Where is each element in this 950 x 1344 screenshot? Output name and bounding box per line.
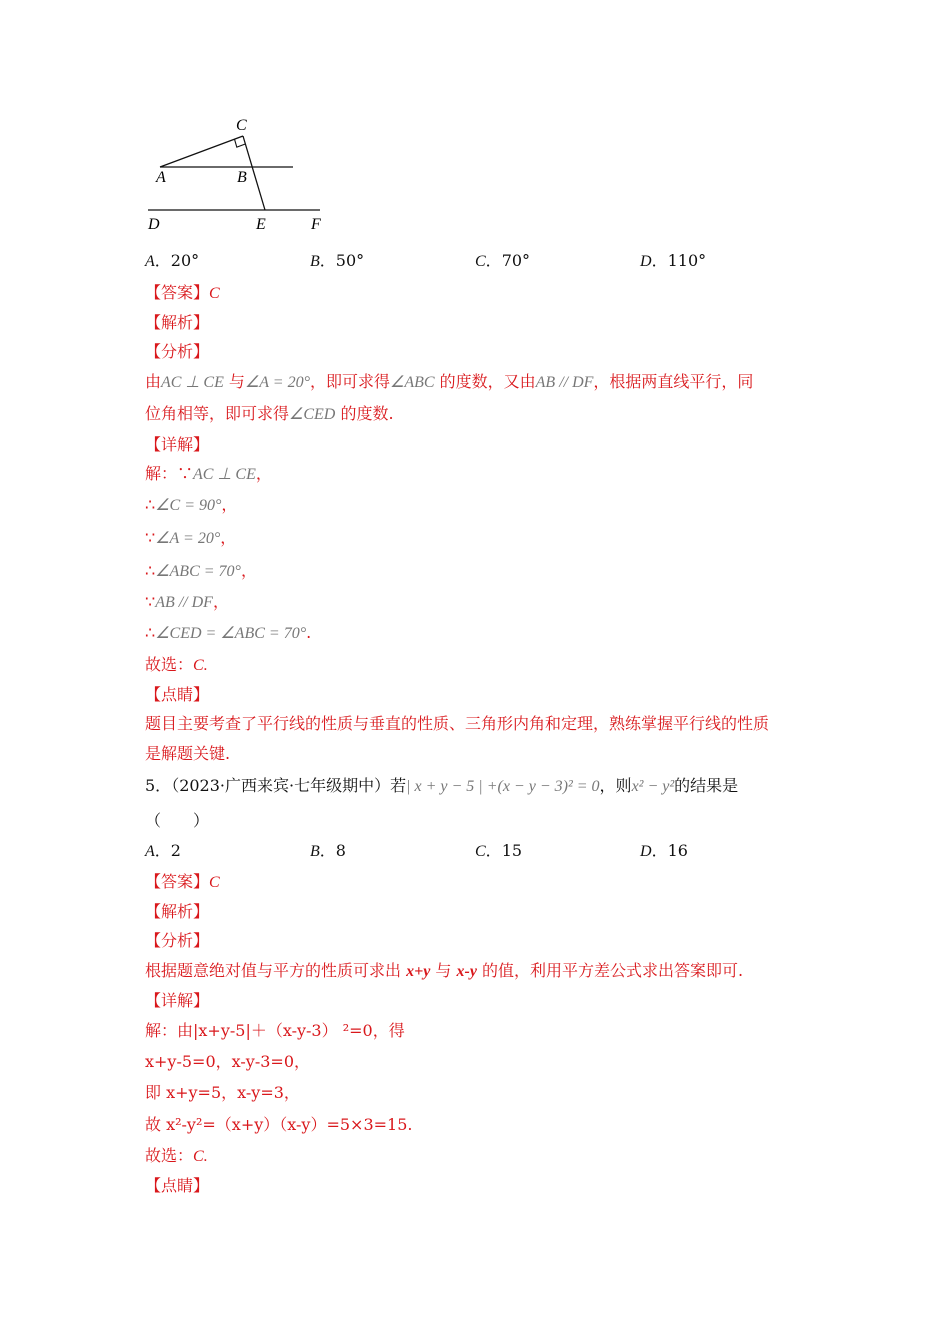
q5-fenxi-label: 【分析】 [145,931,210,950]
q5-stem: 5．（2023·广西来宾·七年级期中）若| x + y − 5 | +(x − y − 3)² = 0，则x² − y²的结果是 [145,776,739,795]
label-e: E [256,216,266,233]
q5-option-c: C．15 [475,841,523,860]
q4-option-b: B．50° [310,251,365,270]
q5-step-3: 即 x+y=5，x-y=3， [145,1083,300,1102]
q5-step-4: 故 x²-y²=（x+y）（x-y）=5×3=15. [145,1115,413,1134]
q4-xiangjie-label: 【详解】 [145,435,210,454]
label-c: C [236,117,247,134]
q4-analysis-line-1: 由AC ⊥ CE 与∠A = 20°，即可求得∠ABC 的度数，又由AB // DF，根据两直线平行，同 [145,372,754,391]
q5-step-1: 解：由|x+y-5|＋（x-y-3） ²=0，得 [145,1021,405,1040]
q5-option-b: B．8 [310,841,346,860]
q4-dianjing-line-2: 是解题关键. [145,744,231,763]
q4-option-d: D．110° [640,251,707,270]
q4-option-c: C．70° [475,251,531,270]
q4-choice: 故选：C. [145,655,208,674]
q5-analysis: 根据题意绝对值与平方的性质可求出 x+y 与 x-y 的值，利用平方差公式求出答案即可. [145,961,744,980]
q5-choice: 故选：C. [145,1146,208,1165]
q5-xiangjie-label: 【详解】 [145,991,210,1010]
q4-analysis-line-2: 位角相等，即可求得∠CED 的度数. [145,404,394,423]
q4-option-a: A．20° [145,251,200,270]
label-b: B [237,169,247,186]
q5-option-d: D．16 [640,841,688,860]
label-d: D [148,216,160,233]
q5-jiexi-label: 【解析】 [145,902,210,921]
q4-answer: 【答案】C [145,283,220,302]
q4-step-3: ∵∠A = 20°， [145,528,237,547]
q4-step-2: ∴∠C = 90°， [145,495,238,514]
q4-dianjing-label: 【点睛】 [145,685,210,704]
geometry-figure [140,112,340,237]
q5-answer: 【答案】C [145,872,220,891]
q5-step-2: x+y-5=0，x-y-3=0， [145,1052,311,1071]
q5-dianjing-label: 【点睛】 [145,1176,210,1195]
q5-option-a: A．2 [145,841,181,860]
q4-step-5: ∵AB // DF， [145,592,229,611]
q4-jiexi-label: 【解析】 [145,313,210,332]
q4-step-1: 解：∵AC ⊥ CE， [145,464,272,483]
segment-ac [160,136,243,167]
q4-dianjing-line-1: 题目主要考查了平行线的性质与垂直的性质、三角形内角和定理，熟练掌握平行线的性质 [145,714,770,733]
q4-fenxi-label: 【分析】 [145,342,210,361]
q5-paren: （ ） [145,811,210,830]
label-f: F [311,216,321,233]
label-a: A [156,169,166,186]
q4-step-6: ∴∠CED = ∠ABC = 70°. [145,623,312,642]
q4-step-4: ∴∠ABC = 70°， [145,561,257,580]
